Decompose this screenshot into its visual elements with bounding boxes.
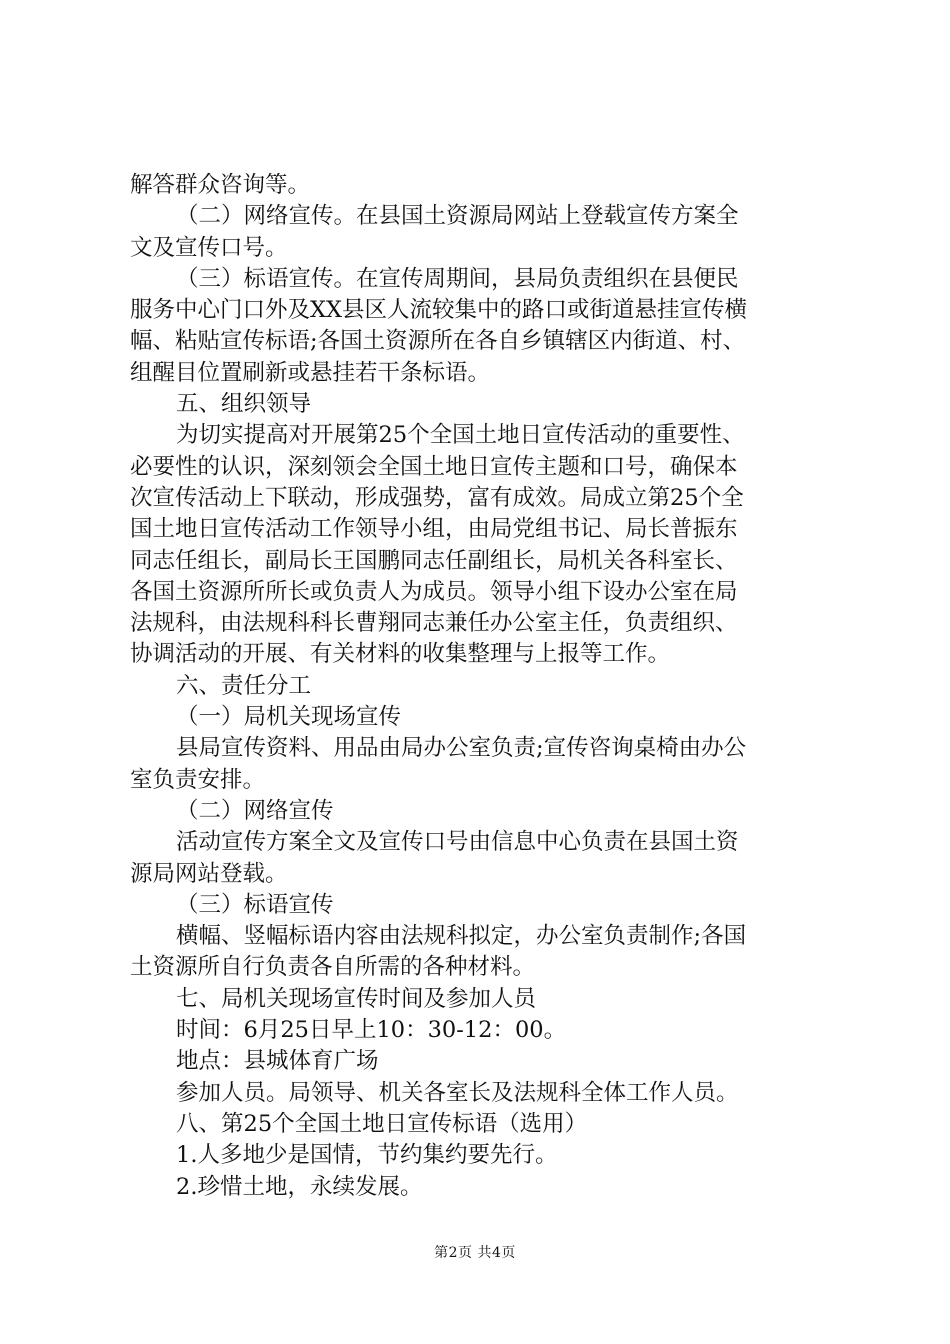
text-line: 各国土资源所所长或负责人为成员。领导小组下设办公室在局 bbox=[130, 578, 738, 605]
text-line: 时间：6月25日早上10：30-12：00。 bbox=[176, 1017, 567, 1044]
text-line: 国土地日宣传活动工作领导小组，由局党组书记、局长普振东 bbox=[130, 516, 738, 543]
text-line: 源局网站登载。 bbox=[130, 860, 288, 887]
text-line: 室负责安排。 bbox=[130, 766, 266, 793]
text-line: 解答群众咨询等。 bbox=[130, 172, 311, 198]
text-line: 次宣传活动上下联动，形成强势，富有成效。局成立第25个全 bbox=[130, 484, 744, 511]
document-body bbox=[130, 170, 830, 1203]
text-line: 协调活动的开展、有关材料的收集整理与上报等工作。 bbox=[130, 641, 671, 668]
text-line: （二）网络宣传。在县国土资源局网站上登载宣传方案全 bbox=[176, 203, 739, 230]
section-heading: 五、组织领导 bbox=[176, 391, 312, 418]
list-item: 1.人多地少是国情，节约集约要先行。 bbox=[176, 1142, 558, 1169]
text-line: 必要性的认识，深刻领会全国土地日宣传主题和口号，确保本 bbox=[130, 453, 738, 480]
text-line: 横幅、竖幅标语内容由法规科拟定，办公室负责制作;各国 bbox=[176, 923, 747, 950]
text-line: 地点：县城体育广场 bbox=[176, 1048, 379, 1075]
section-heading: 七、局机关现场宣传时间及参加人员 bbox=[176, 985, 537, 1012]
page-footer bbox=[0, 1244, 950, 1262]
page-number: 第2页 共4页 bbox=[434, 1245, 516, 1261]
text-line: 文及宣传口号。 bbox=[130, 234, 288, 261]
section-heading: 八、第25个全国土地日宣传标语（选用） bbox=[176, 1110, 588, 1137]
text-line: 土资源所自行负责各自所需的各种材料。 bbox=[130, 954, 536, 981]
subsection-heading: （二）网络宣传 bbox=[176, 797, 334, 824]
list-item: 2.珍惜土地，永续发展。 bbox=[176, 1173, 423, 1200]
text-line: 活动宣传方案全文及宣传口号由信息中心负责在县国土资 bbox=[176, 829, 739, 856]
subsection-heading: （三）标语宣传 bbox=[176, 891, 334, 918]
text-line: 法规科，由法规科科长曹翔同志兼任办公室主任，负责组织、 bbox=[130, 610, 738, 637]
text-line: 幅、粘贴宣传标语;各国土资源所在各自乡镇辖区内街道、村、 bbox=[130, 328, 746, 355]
text-line: 同志任组长，副局长王国鹏同志任副组长，局机关各科室长、 bbox=[130, 547, 738, 574]
text-line: 参加人员。局领导、机关各室长及法规科全体工作人员。 bbox=[176, 1079, 739, 1106]
text-line: 组醒目位置刷新或悬挂若干条标语。 bbox=[130, 359, 491, 386]
text-line: 服务中心门口外及XX县区人流较集中的路口或街道悬挂宣传横 bbox=[130, 297, 748, 324]
text-line: 为切实提高对开展第25个全国土地日宣传活动的重要性、 bbox=[176, 422, 745, 449]
section-heading: 六、责任分工 bbox=[176, 672, 312, 699]
text-line: （三）标语宣传。在宣传周期间，县局负责组织在县便民 bbox=[176, 265, 739, 292]
subsection-heading: （一）局机关现场宣传 bbox=[176, 704, 402, 731]
text-line: 县局宣传资料、用品由局办公室负责;宣传咨询桌椅由办公 bbox=[176, 735, 747, 762]
